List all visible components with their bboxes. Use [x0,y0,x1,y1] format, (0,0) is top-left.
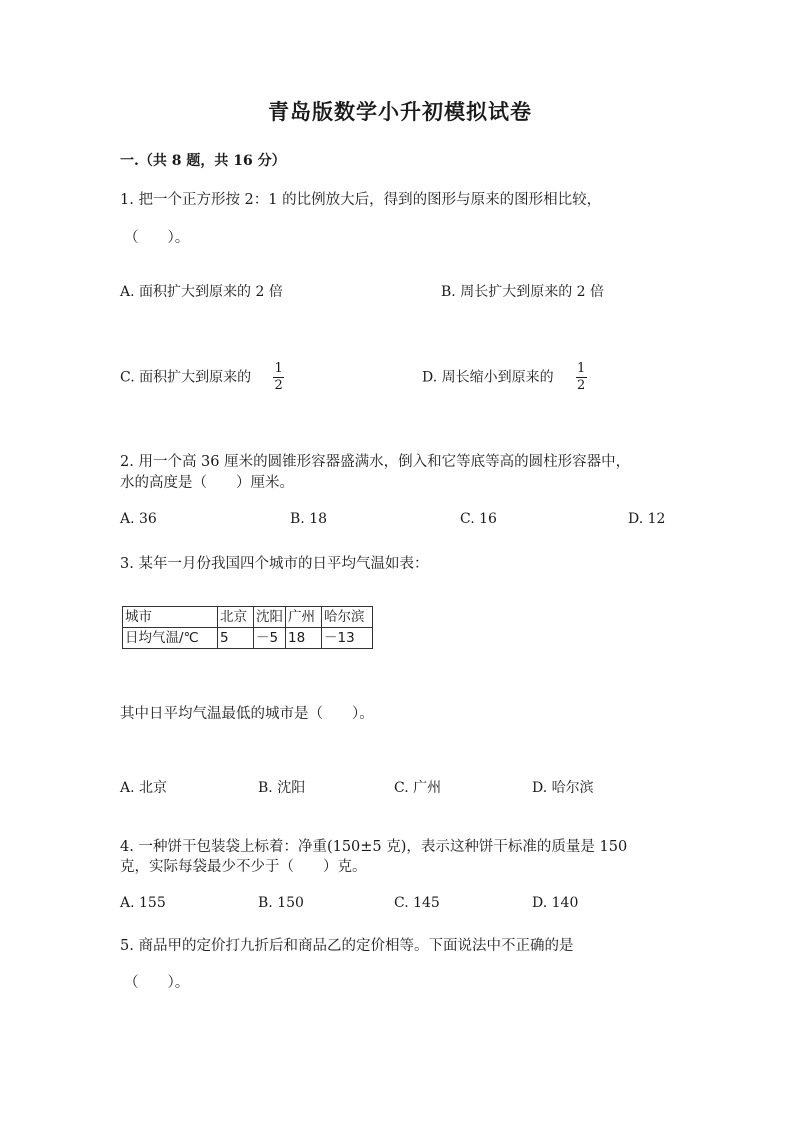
section-heading: 一.（共 8 题，共 16 分） [120,153,286,169]
temperature-table [122,606,373,649]
question-1-option-b[interactable]: B. 周长扩大到原来的 2 倍 [441,284,604,300]
question-1-option-a[interactable]: A. 面积扩大到原来的 2 倍 [120,284,283,300]
question-4-text: 4. 一种饼干包装袋上标着：净重(150±5 克)，表示这种饼干标准的质量是 150 [120,839,628,855]
question-3-option-c[interactable]: C. 广州 [394,780,442,796]
fraction-one-half [273,362,284,393]
table-row [123,628,373,649]
question-1-blank: （ ）。 [124,230,190,246]
page-title: 青岛版数学小升初模拟试卷 [268,99,532,124]
fraction-denominator: 2 [577,378,586,393]
question-2-option-c[interactable]: C. 16 [460,511,497,527]
question-3-option-d[interactable]: D. 哈尔滨 [532,780,594,796]
question-4-option-d[interactable]: D. 140 [532,895,579,911]
table-header-row [123,607,373,628]
question-4-option-a[interactable]: A. 155 [120,895,166,911]
question-2-text: 2. 用一个高 36 厘米的圆锥形容器盛满水，倒入和它等底等高的圆柱形容器中， [120,454,631,470]
table-cell: 5 [218,628,254,649]
fraction-one-half [576,362,587,393]
question-4-option-c[interactable]: C. 145 [394,895,440,911]
table-cell: 北京 [218,607,254,628]
question-1-text: 1. 把一个正方形按 2：1 的比例放大后，得到的图形与原来的图形相比较， [120,192,602,208]
question-1-option-c-label: C. 面积扩大到原来的 [120,369,252,386]
table-cell: 广州 [286,607,322,628]
question-3-option-b[interactable]: B. 沈阳 [258,780,306,796]
question-3-text: 3. 某年一月份我国四个城市的日平均气温如表： [120,556,429,572]
question-5-text: 5. 商品甲的定价打九折后和商品乙的定价相等。下面说法中不正确的是 [120,938,574,954]
question-3-option-a[interactable]: A. 北京 [120,780,168,796]
fraction-denominator: 2 [274,378,283,393]
question-2-blank: 水的高度是（ ）厘米。 [120,475,294,491]
question-2-option-a[interactable]: A. 36 [120,511,157,527]
fraction-numerator: 1 [274,361,283,376]
fraction-numerator: 1 [577,361,586,376]
question-1-option-d[interactable] [422,362,587,393]
question-4-blank: 克，实际每袋最少不少于（ ）克。 [120,859,367,875]
table-cell: 城市 [123,607,218,628]
table-cell: －5 [254,628,286,649]
table-cell: 18 [286,628,322,649]
table-cell: 沈阳 [254,607,286,628]
question-2-option-d[interactable]: D. 12 [628,511,666,527]
table-cell: 日均气温/℃ [123,628,218,649]
question-2-option-b[interactable]: B. 18 [290,511,328,527]
question-5-blank: （ ）。 [124,975,190,991]
question-3-blank: 其中日平均气温最低的城市是（ ）。 [120,706,374,722]
question-4-option-b[interactable]: B. 150 [258,895,304,911]
question-1-option-d-label: D. 周长缩小到原来的 [422,369,554,386]
table-cell: 哈尔滨 [322,607,373,628]
table-cell: －13 [322,628,373,649]
question-1-option-c[interactable] [120,362,284,393]
